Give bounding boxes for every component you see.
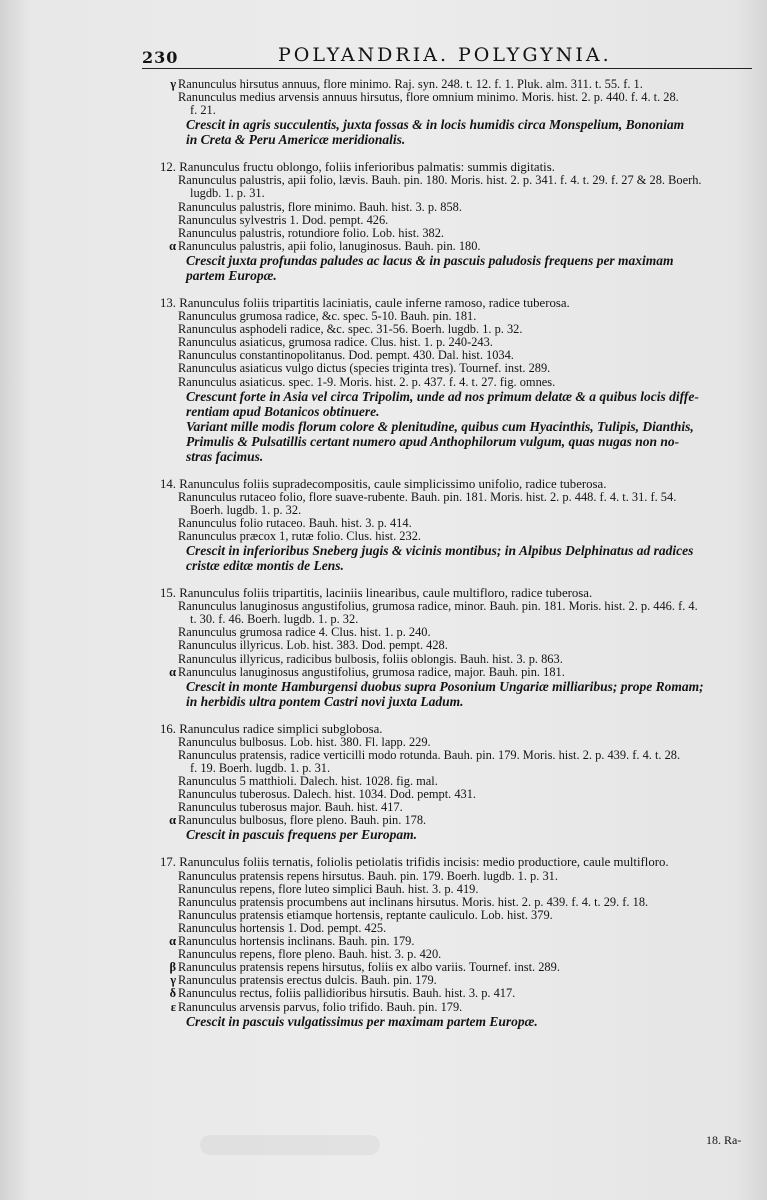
line-text: Ranunculus pratensis etiamque hortensis, reptante cauliculo. Lob. hist. 379. [178, 908, 553, 922]
synonym-line [150, 870, 762, 883]
species-heading [150, 856, 762, 869]
line-text: Ranunculus constantinopolitanus. Dod. pempt. 430. Dal. hist. 1034. [178, 349, 514, 363]
habitat-continuation [150, 434, 762, 449]
line-text: Ranunculus lanuginosus angustifolius, grumosa radice, major. Bauh. pin. 181. [178, 665, 565, 679]
habitat-line [150, 389, 762, 404]
line-text: Ranunculus sylvestris 1. Dod. pempt. 426. [178, 213, 389, 227]
line-text: Ranunculus asiaticus vulgo dictus (species triginta tres). Tournef. inst. 289. [178, 362, 551, 376]
line-text: stras facimus. [186, 448, 264, 464]
line-text: Ranunculus palustris, flore minimo. Bauh. hist. 3. p. 858. [178, 200, 462, 214]
catchword: 18. Ra- [706, 1133, 742, 1147]
line-text: Ranunculus pratensis, radice verticilli modo rotunda. Bauh. pin. 179. Moris. hist. 2. p. 439. f. 4. t. 28. [178, 748, 681, 762]
habitat-continuation [150, 268, 762, 283]
synonym-line [150, 896, 762, 909]
synonym-line [150, 530, 762, 543]
line-text: Crescit in pascuis vulgatissimus per maximam partem Europæ. [186, 1013, 538, 1029]
species-heading [150, 723, 762, 736]
variety-mark: ε [170, 1000, 176, 1014]
line-text: Ranunculus repens, flore luteo simplici Bauh. hist. 3. p. 419. [178, 882, 479, 896]
line-text: cristæ editæ montis de Lens. [186, 558, 344, 574]
species-entry-14 [150, 478, 762, 573]
line-text: 17. Ranunculus foliis ternatis, foliolis petiolatis trifidis incisis: medio productiore, caule multifloro. [160, 856, 669, 870]
synonym-line [150, 639, 762, 652]
synonym-line [150, 227, 762, 240]
line-text: Ranunculus præcox 1, rutæ folio. Clus. hist. 232. [178, 529, 421, 543]
synonym-line [150, 1001, 762, 1014]
line-text: Crescit in inferioribus Sneberg jugis & vicinis montibus; in Alpibus Delphinatus ad radices [186, 543, 694, 559]
line-text: lugdb. 1. p. 31. [190, 187, 265, 201]
synonym-line [150, 201, 762, 214]
species-heading [150, 161, 762, 174]
habitat-continuation [150, 694, 762, 709]
synonym-line [150, 174, 762, 187]
line-text: Variant mille modis florum colore & plenitudine, quibus cum Hyacinthis, Tulipis, Dianthis, [186, 418, 694, 434]
page-number: 230 [142, 48, 179, 67]
line-text: Ranunculus asiaticus. spec. 1-9. Moris. hist. 2. p. 437. f. 4. t. 27. fig. omnes. [178, 375, 556, 389]
line-text: 12. Ranunculus fructu oblongo, foliis inferioribus palmatis: summis digitatis. [160, 161, 555, 175]
synonym-line [150, 310, 762, 323]
line-text: Ranunculus folio rutaceo. Bauh. hist. 3. p. 414. [178, 516, 412, 530]
synonym-line [150, 961, 762, 974]
synonym-line [150, 349, 762, 362]
species-entry-13 [150, 297, 762, 464]
habitat-line [150, 1014, 762, 1029]
line-text: Ranunculus pratensis repens hirsutus, foliis ex albo variis. Tournef. inst. 289. [178, 961, 560, 975]
line-text: Ranunculus asiaticus, grumosa radice. Clus. hist. 1. p. 240-243. [178, 336, 493, 350]
line-text: Ranunculus grumosa radice, &c. spec. 5-10. Bauh. pin. 181. [178, 310, 477, 324]
line-text: Ranunculus lanuginosus angustifolius, grumosa radice, minor. Bauh. pin. 181. Moris. hist. 2. p. 446. f. 4. [178, 600, 698, 614]
synonym-line [150, 336, 762, 349]
line-text: Ranunculus repens, flore pleno. Bauh. hist. 3. p. 420. [178, 948, 442, 962]
line-text: Ranunculus palustris, apii folio, lævis. Bauh. pin. 180. Moris. hist. 2. p. 341. f. 4. t. 29. f. 27 & 28. Boerh. [178, 174, 702, 188]
line-text: rentiam apud Botanicos obtinuere. [186, 403, 380, 419]
page-body [150, 78, 762, 1043]
synonym-line [150, 78, 762, 91]
line-text: in Creta & Peru Americæ meridionalis. [186, 132, 406, 148]
synonym-line [150, 91, 762, 104]
synonym-line [150, 362, 762, 375]
habitat-line [150, 419, 762, 434]
line-text: Ranunculus 5 matthioli. Dalech. hist. 1028. fig. mal. [178, 775, 438, 789]
line-text: Ranunculus rutaceo folio, flore suave-rubente. Bauh. pin. 181. Moris. hist. 2. p. 448. f. 4. t. 31. f. 54. [178, 490, 677, 504]
line-text: Boerh. lugdb. 1. p. 32. [190, 503, 302, 517]
line-text: 13. Ranunculus foliis tripartitis laciniatis, caule inferne ramoso, radice tuberosa. [160, 296, 570, 310]
line-text: Crescunt forte in Asia vel circa Tripolim, unde ad nos primum delatæ & a quibus locis diffe- [186, 388, 699, 404]
synonym-line [150, 666, 762, 679]
synonym-line [150, 653, 762, 666]
line-text: Crescit juxta profundas paludes ac lacus & in pascuis paludosis frequens per maximam [186, 252, 674, 268]
synonym-line [150, 214, 762, 227]
line-text: Ranunculus bulbosus. Lob. hist. 380. Fl. lapp. 229. [178, 735, 431, 749]
synonym-line [150, 626, 762, 639]
species-heading [150, 478, 762, 491]
line-text: Ranunculus palustris, apii folio, lanuginosus. Bauh. pin. 180. [178, 239, 481, 253]
synonym-line [150, 736, 762, 749]
habitat-continuation [150, 449, 762, 464]
line-text: Ranunculus tuberosus. Dalech. hist. 1034. Dod. pempt. 431. [178, 788, 477, 802]
synonym-line [150, 775, 762, 788]
line-text: f. 19. Boerh. lugdb. 1. p. 31. [190, 762, 331, 775]
line-text: Crescit in monte Hamburgensi duobus supra Posonium Ungariæ milliaribus; prope Romam; [186, 678, 704, 694]
synonym-line [150, 922, 762, 935]
synonym-line [150, 935, 762, 948]
line-text: Ranunculus illyricus, radicibus bulbosis, foliis oblongis. Bauh. hist. 3. p. 863. [178, 652, 563, 666]
line-text: Ranunculus tuberosus major. Bauh. hist. 417. [178, 801, 403, 815]
page-header [142, 44, 752, 69]
line-text: Ranunculus grumosa radice 4. Clus. hist. 1. p. 240. [178, 626, 431, 640]
habitat-line [150, 827, 762, 842]
synonym-line [150, 600, 762, 613]
synonym-line [150, 491, 762, 504]
synonym-line [150, 948, 762, 961]
variety-mark: α [169, 935, 176, 949]
line-text: in herbidis ultra pontem Castri novi juxta Ladum. [186, 693, 464, 709]
habitat-continuation [150, 558, 762, 573]
species-entry-pre [150, 78, 762, 147]
line-text: 14. Ranunculus foliis supradecompositis, caule simplicissimo unifolio, radice tuberosa. [160, 477, 607, 491]
line-text: Ranunculus pratensis procumbens aut inclinans hirsutus. Moris. hist. 2. p. 439. f. 4. t. 29. f. 18. [178, 895, 649, 909]
page-stain [200, 1135, 380, 1155]
species-heading [150, 297, 762, 310]
synonym-line [150, 814, 762, 827]
synonym-line [150, 517, 762, 530]
species-entry-17 [150, 856, 762, 1028]
variety-mark: α [169, 814, 176, 828]
line-text: Ranunculus medius arvensis annuus hirsutus, flore omnium minimo. Moris. hist. 2. p. 440. f. 4. t. 28. [178, 91, 679, 105]
synonym-line [150, 749, 762, 762]
synonym-continuation [150, 504, 762, 517]
habitat-continuation [150, 132, 762, 147]
habitat-line [150, 117, 762, 132]
line-text: Ranunculus hirsutus annuus, flore minimo. Raj. syn. 248. t. 12. f. 1. Pluk. alm. 311. t. 55. f. 1. [178, 78, 643, 91]
habitat-continuation [150, 404, 762, 419]
species-heading [150, 587, 762, 600]
synonym-line [150, 240, 762, 253]
synonym-line [150, 987, 762, 1000]
line-text: Ranunculus palustris, rotundiore folio. Lob. hist. 382. [178, 226, 445, 240]
synonym-continuation [150, 187, 762, 200]
habitat-line [150, 679, 762, 694]
line-text: Ranunculus rectus, foliis pallidioribus hirsutis. Bauh. hist. 3. p. 417. [178, 987, 516, 1001]
line-text: t. 30. f. 46. Boerh. lugdb. 1. p. 32. [190, 613, 359, 627]
species-entry-15 [150, 587, 762, 709]
synonym-line [150, 788, 762, 801]
line-text: Ranunculus arvensis parvus, folio trifido. Bauh. pin. 179. [178, 1000, 463, 1014]
line-text: Ranunculus pratensis erectus dulcis. Bauh. pin. 179. [178, 974, 437, 988]
synonym-line [150, 883, 762, 896]
line-text: Primulis & Pulsatillis certant numero apud Anthophilorum vulgum, quas nugas non no- [186, 433, 680, 449]
synonym-line [150, 974, 762, 987]
synonym-line [150, 801, 762, 814]
synonym-continuation [150, 762, 762, 775]
species-entry-16 [150, 723, 762, 843]
line-text: 16. Ranunculus radice simplici subglobosa. [160, 722, 383, 736]
synonym-continuation [150, 104, 762, 117]
species-entry-12 [150, 161, 762, 283]
line-text: Ranunculus pratensis repens hirsutus. Bauh. pin. 179. Boerh. lugdb. 1. p. 31. [178, 869, 558, 883]
habitat-line [150, 543, 762, 558]
line-text: Ranunculus bulbosus, flore pleno. Bauh. pin. 178. [178, 814, 427, 828]
variety-mark: α [169, 665, 176, 679]
variety-mark: γ [170, 974, 176, 988]
variety-mark: γ [170, 78, 176, 91]
line-text: Crescit in pascuis frequens per Europam. [186, 827, 418, 843]
line-text: Ranunculus asphodeli radice, &c. spec. 31-56. Boerh. lugdb. 1. p. 32. [178, 323, 523, 337]
line-text: Ranunculus hortensis 1. Dod. pempt. 425. [178, 921, 387, 935]
line-text: f. 21. [190, 104, 216, 118]
habitat-line [150, 253, 762, 268]
line-text: Ranunculus illyricus. Lob. hist. 383. Dod. pempt. 428. [178, 639, 448, 653]
running-title: POLYANDRIA. POLYGYNIA. [278, 44, 612, 66]
synonym-continuation [150, 613, 762, 626]
line-text: Crescit in agris succulentis, juxta fossas & in locis humidis circa Monspelium, Bononiam [186, 117, 685, 133]
line-text: partem Europæ. [186, 267, 277, 283]
synonym-line [150, 376, 762, 389]
line-text: Ranunculus hortensis inclinans. Bauh. pin. 179. [178, 935, 415, 949]
variety-mark: β [169, 961, 176, 975]
synonym-line [150, 323, 762, 336]
synonym-line [150, 909, 762, 922]
line-text: 15. Ranunculus foliis tripartitis, laciniis linearibus, caule multifloro, radice tuberosa. [160, 587, 593, 601]
variety-mark: δ [169, 987, 176, 1001]
variety-mark: α [169, 239, 176, 253]
